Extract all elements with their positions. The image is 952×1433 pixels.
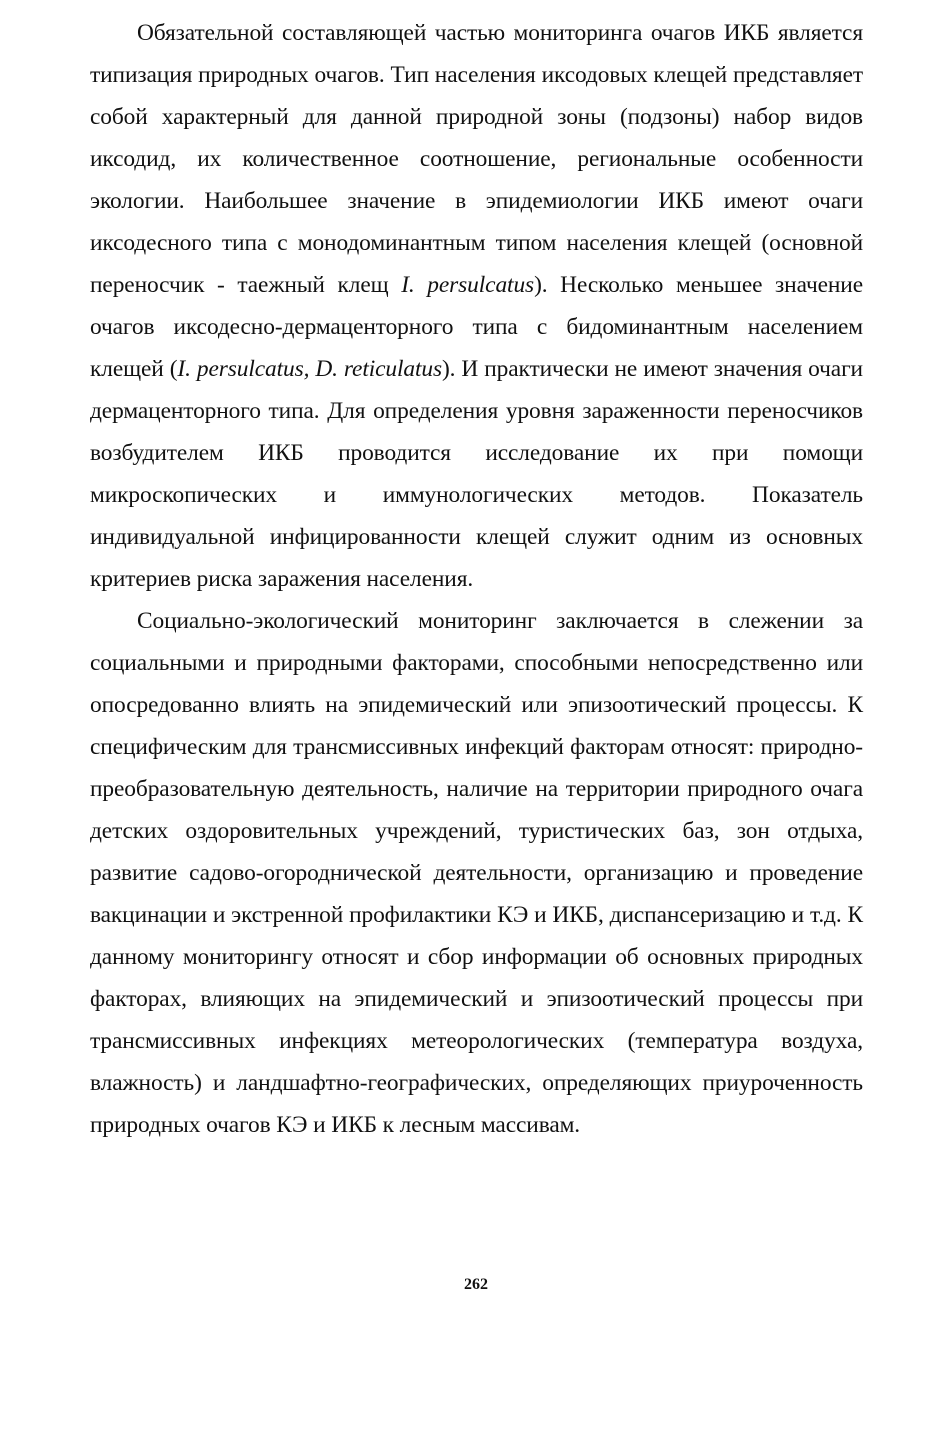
paragraph-typization [90,12,863,600]
text-segment: ). И практически не имеют значения очаги дермаценторного типа. Для определения уровня зараженности переносчиков возбудителем ИКБ проводится исследование их при помощи микроскопических и иммунологических методов. Показатель индивидуальной инфицированности клещей служит одним из основных критериев риска заражения населения. [90,356,863,592]
text-segment: ). Несколько меньшее значение очагов иксодесно-дермаценторного типа с бидоминантным населением клещей ( [90,272,864,382]
text-segment: Обязательной составляющей частью мониторинга очагов ИКБ является типизация природных очагов. Тип населения иксодовых клещей представляет собой характерный для данной природной зоны (подзоны) набор видов иксодид, их количественное соотношение, региональные особенности экологии. Наибольшее значение в эпидемиологии ИКБ имеют очаги иксодесного типа с монодоминантным типом населения клещей (основной переносчик - таежный клещ [90,20,863,298]
paragraph-social-monitoring [90,600,863,1146]
page-number: 262 [464,1276,488,1293]
body-text [90,12,863,1146]
species-name-italic: I. persulcatus [401,272,535,298]
text-segment: Социально-экологический мониторинг заключается в слежении за социальными и природными факторами, способными непосредственно или опосредованно влиять на эпидемический или эпизоотический процессы. К специфическим для трансмиссивных инфекций факторам относят: природно-преобразовательную деятельность, наличие на территории природного очага детских оздоровительных учреждений, туристических баз, зон отдыха, развитие садово-огороднической деятельности, организацию и проведение вакцинации и экстренной профилактики КЭ и ИКБ, диспансеризацию и т.д. К данному мониторингу относят и сбор информации об основных природных факторах, влияющих на эпидемический и эпизоотический процессы при трансмиссивных инфекциях метеорологических (температура воздуха, влажность) и ландшафтно-географических, определяющих приуроченность природных очагов КЭ и ИКБ к лесным массивам. [90,608,863,1138]
species-names-italic: I. persulcatus, D. reticulatus [177,356,442,382]
